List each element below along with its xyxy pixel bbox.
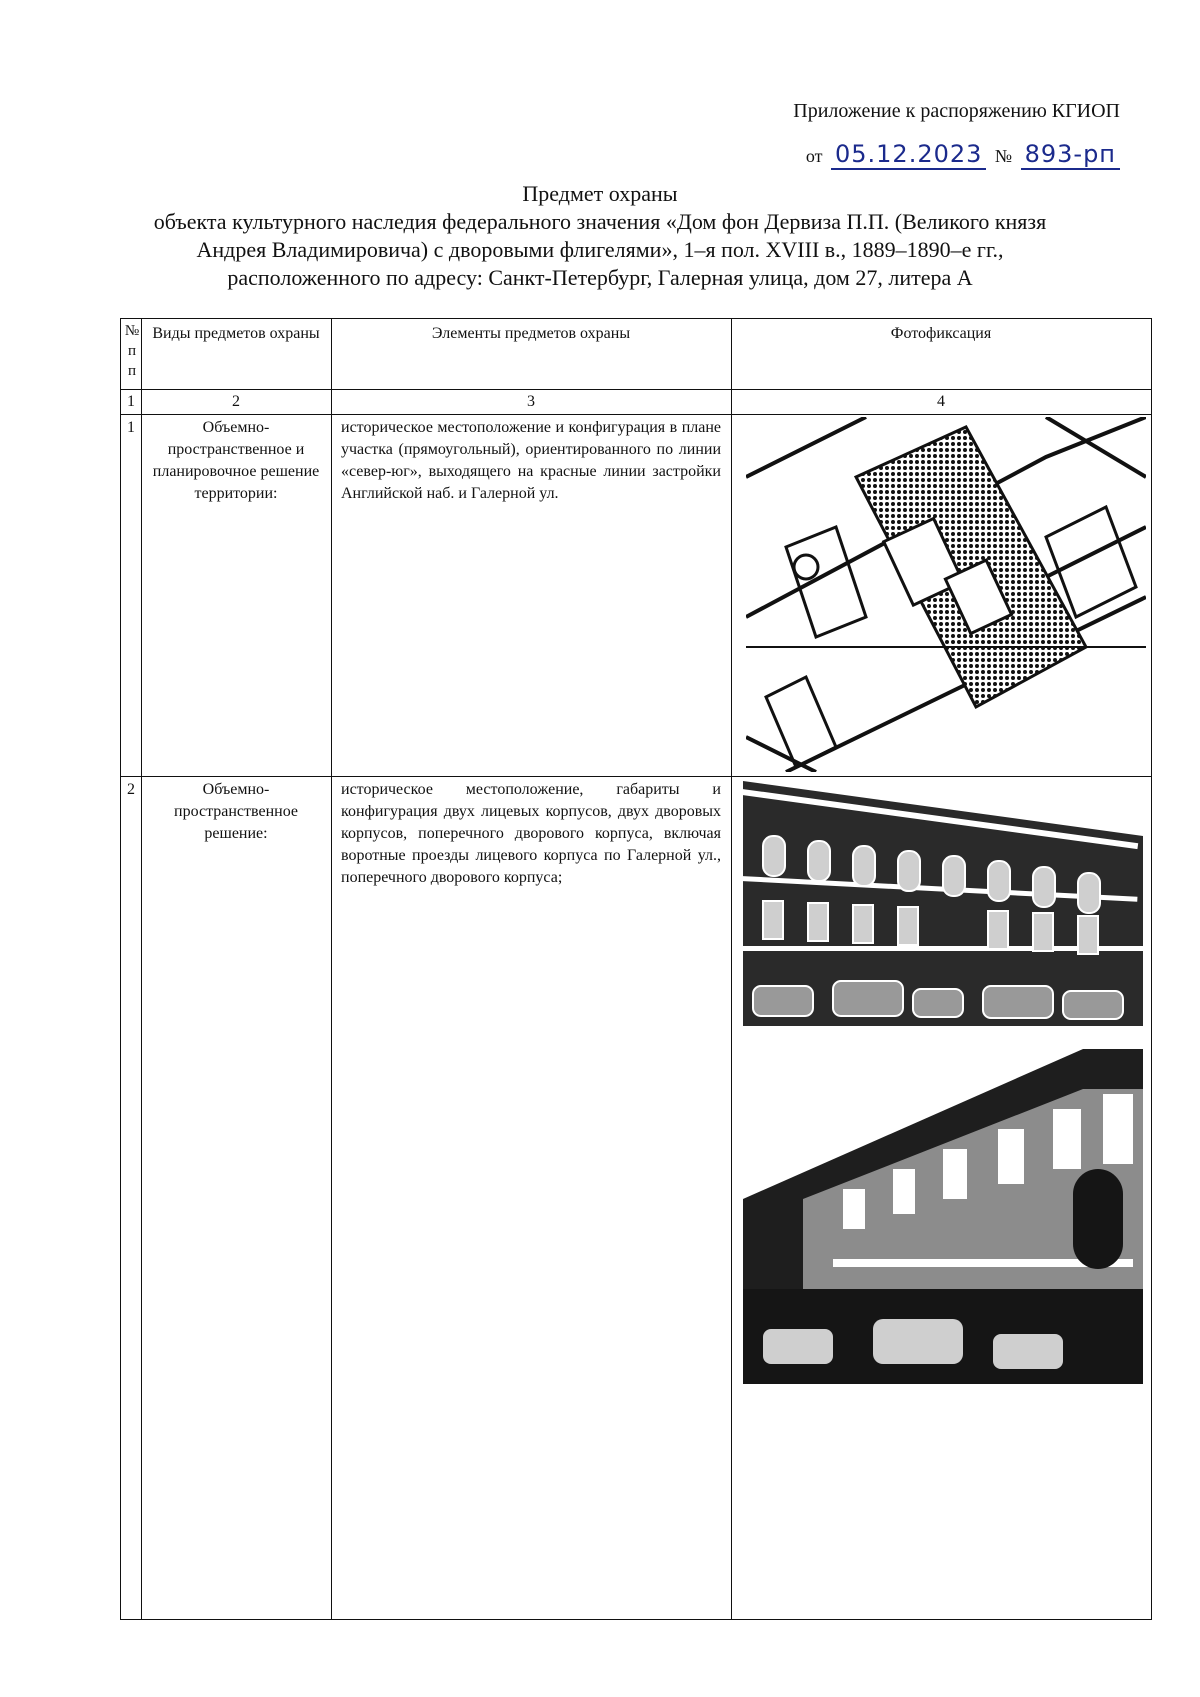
protection-table <box>120 318 1152 1620</box>
order-number: 893-рп <box>1021 140 1120 170</box>
facade-photo-1 <box>743 781 1143 1046</box>
colnum-1: 1 <box>127 393 135 410</box>
date-prefix: от <box>805 146 823 166</box>
header-divider <box>121 389 1151 390</box>
row-1-type: Объемно-пространственное и планировочное решение территории: <box>152 419 320 502</box>
header-num: № п п <box>124 323 140 379</box>
row-1-element: историческое местоположение и конфигурация в плане участка (прямоугольный), ориентированного по линии «север-юг», выходящего на красные линии застройки Английской наб. и Галерной ул. <box>341 419 721 502</box>
number-prefix: № <box>994 146 1013 166</box>
row-divider <box>121 776 1151 777</box>
row-2-type: Объемно-пространственное решение: <box>174 781 298 842</box>
col-divider-2 <box>331 319 332 1619</box>
title-line-2: объекта культурного наследия федерального значения «Дом фон Дервиза П.П. (Великого князя <box>153 209 1047 234</box>
document-title <box>60 180 1140 292</box>
colnum-2: 2 <box>232 393 240 410</box>
row-2-num: 2 <box>127 781 135 798</box>
colnum-3: 3 <box>527 393 535 410</box>
appendix-heading: Приложение к распоряжению КГИОП <box>793 100 1120 122</box>
order-date: 05.12.2023 <box>831 140 986 170</box>
row-1-num: 1 <box>127 419 135 436</box>
title-line-3: Андрея Владимировича) с дворовыми флигелями», 1–я пол. XVIII в., 1889–1890–е гг., <box>196 237 1004 262</box>
header-types: Виды предметов охраны <box>152 325 320 342</box>
row-2-element: историческое местоположение, габариты и конфигурация двух лицевых корпусов, двух дворовых корпусов, поперечного дворового корпуса, включая воротные проезды лицевого корпуса по Галерной ул., поперечного дворового корпуса; <box>341 781 721 886</box>
order-dateline <box>770 140 1120 168</box>
title-line-1: Предмет охраны <box>522 181 678 206</box>
colnum-4: 4 <box>937 393 945 410</box>
title-line-4: расположенного по адресу: Санкт-Петербург, Галерная улица, дом 27, литера А <box>227 265 973 290</box>
site-plan-image <box>746 417 1146 772</box>
col-divider-3 <box>731 319 732 1619</box>
col-divider-1 <box>141 319 142 1619</box>
header-elements: Элементы предметов охраны <box>431 325 631 342</box>
colnum-divider <box>121 414 1151 415</box>
facade-photo-2 <box>743 1049 1143 1384</box>
header-photo: Фотофиксация <box>890 325 992 342</box>
